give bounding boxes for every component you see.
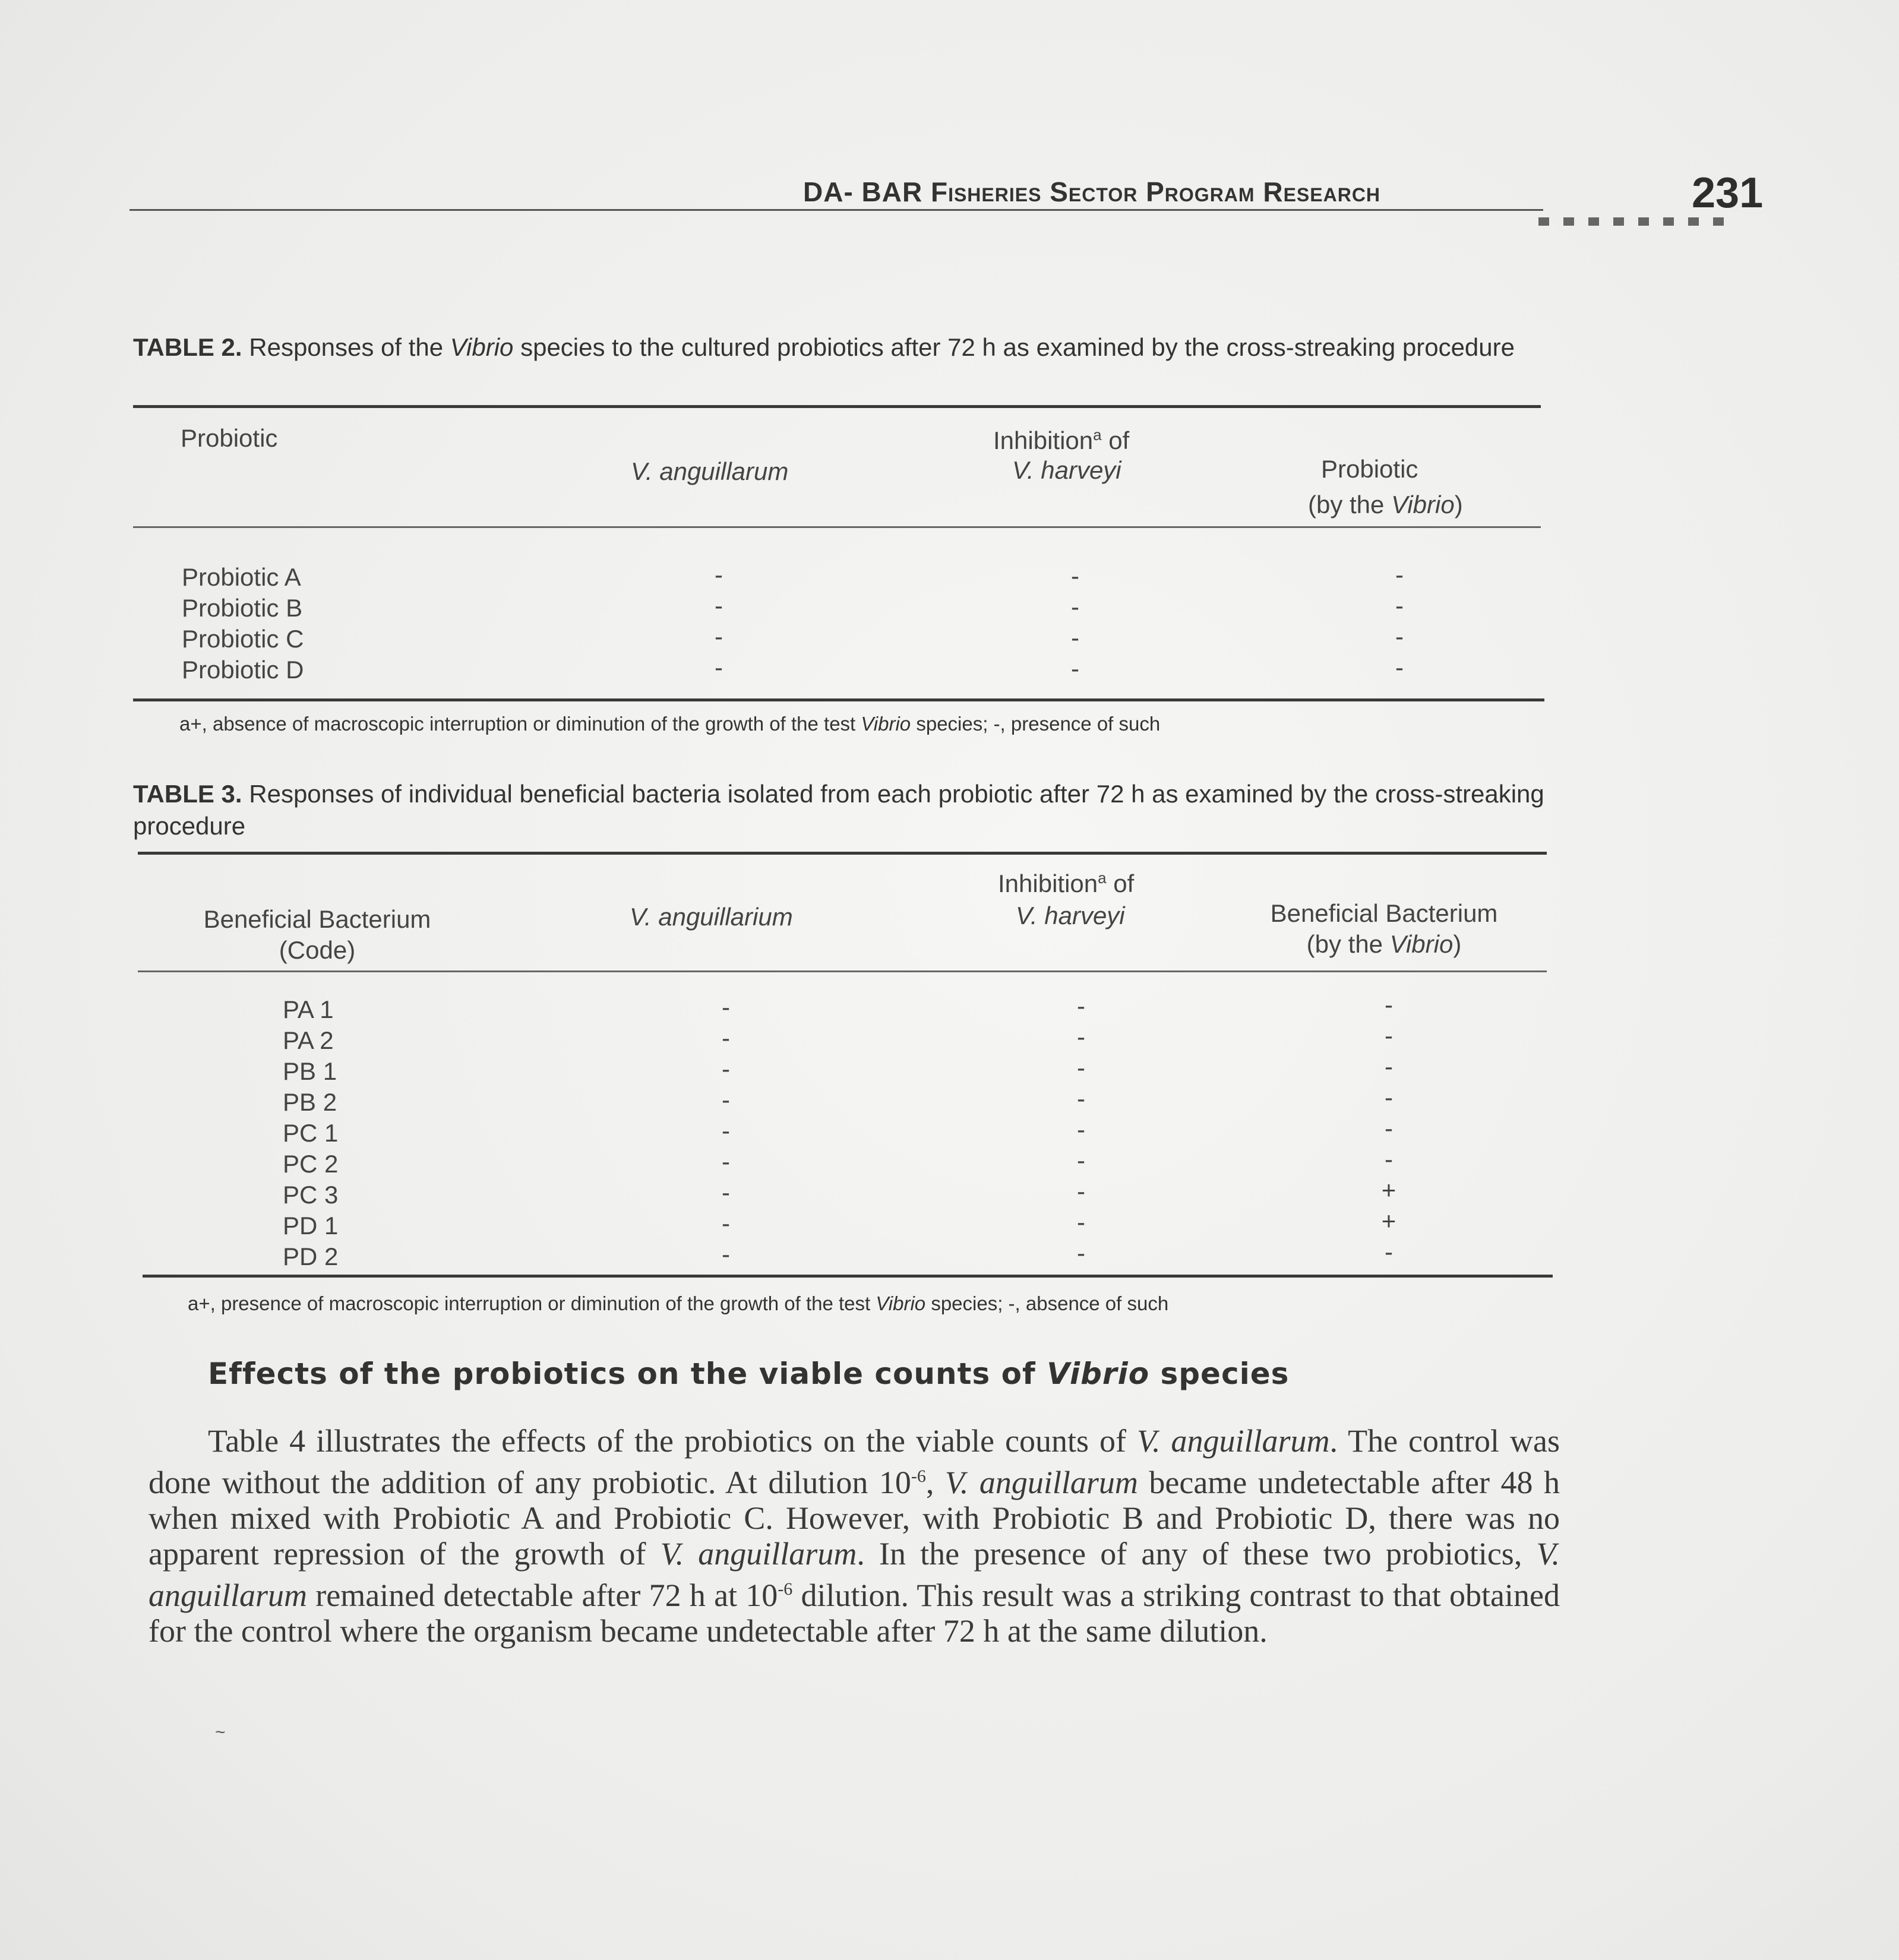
table2-row-by-vibrio: - — [1395, 592, 1404, 619]
table3-row-by-vibrio: + — [1381, 1176, 1396, 1204]
stray-mark: ~ — [215, 1722, 226, 1742]
table3-row-harveyi: - — [1077, 1085, 1085, 1112]
table3-row-anguillarium: - — [722, 1147, 730, 1175]
table2-row-anguillarum: - — [715, 622, 723, 650]
table2-row-by-vibrio: - — [1395, 653, 1404, 681]
table3-footnote: a+, presence of macroscopic interruption or diminution of the growth of the test Vibrio species; -, absence of such — [188, 1292, 1169, 1314]
table2-row-anguillarum: - — [715, 561, 723, 589]
table2-row-harveyi: - — [1071, 624, 1079, 652]
table2-top-rule — [133, 405, 1541, 408]
page-number: 231 — [1692, 169, 1764, 217]
table3-col-last: Beneficial Bacterium (by the Vibrio) — [1270, 899, 1498, 958]
table2-col-probiotic: Probiotic — [181, 424, 278, 452]
table3-row-harveyi: - — [1077, 1177, 1085, 1205]
table3-row-anguillarium: - — [722, 1024, 730, 1052]
table3-row-code: PB 2 — [283, 1088, 337, 1116]
running-head: DA- BAR Fisheries Sector Program Research — [803, 176, 1381, 207]
table3-row-code: PC 1 — [283, 1119, 339, 1147]
table2-footnote: a+, absence of macroscopic interruption or diminution of the growth of the test Vibrio species; -, presence of such — [179, 713, 1161, 735]
table3-row-harveyi: - — [1077, 1208, 1085, 1236]
table3-top-rule — [138, 852, 1547, 855]
table3-row-code: PA 1 — [283, 995, 334, 1023]
table3-row-code: PD 1 — [283, 1212, 339, 1240]
table2-row-probiotic: Probiotic C — [182, 625, 304, 653]
table2-row-harveyi: - — [1071, 593, 1079, 621]
table2-row-by-vibrio: - — [1395, 561, 1404, 589]
table3-row-harveyi: - — [1077, 1146, 1085, 1174]
table3-row-by-vibrio: - — [1385, 991, 1393, 1019]
table2-row-probiotic: Probiotic A — [182, 563, 301, 591]
header-dots — [1538, 217, 1724, 226]
table2-label: TABLE 2. — [133, 333, 242, 361]
table3-row-by-vibrio: - — [1385, 1114, 1393, 1142]
table3-header-rule — [138, 970, 1547, 972]
table2-bottom-rule — [133, 698, 1544, 701]
section-heading: Effects of the probiotics on the viable counts of Vibrio species — [208, 1357, 1290, 1391]
table3-row-harveyi: - — [1077, 992, 1085, 1020]
table3-row-code: PC 3 — [283, 1181, 339, 1209]
table3-row-by-vibrio: - — [1385, 1145, 1393, 1173]
table3-row-harveyi: - — [1077, 1023, 1085, 1051]
table3-row-by-vibrio: + — [1381, 1207, 1396, 1235]
table3-row-anguillarium: - — [722, 1178, 730, 1206]
table2-row-anguillarum: - — [715, 592, 723, 619]
table2-col-last-2: (by the Vibrio) — [1308, 491, 1463, 519]
table3-row-code: PA 2 — [283, 1026, 334, 1054]
table3-bottom-rule — [143, 1275, 1553, 1278]
table3-row-by-vibrio: - — [1385, 1022, 1393, 1049]
table2-col-anguillarum: V. anguillarum — [631, 457, 789, 485]
header-rule — [129, 209, 1543, 211]
table3-row-anguillarium: - — [722, 993, 730, 1021]
table3-label: TABLE 3. — [133, 780, 242, 808]
table3-row-anguillarium: - — [722, 1055, 730, 1083]
table3-row-code: PC 2 — [283, 1150, 339, 1178]
table2-col-harveyi: V. harveyi — [1012, 456, 1121, 484]
table2-row-harveyi: - — [1071, 562, 1079, 590]
table3-row-by-vibrio: - — [1385, 1083, 1393, 1111]
table3-row-anguillarium: - — [722, 1086, 730, 1114]
table2-col-last-1: Probiotic — [1321, 455, 1418, 483]
table3-row-anguillarium: - — [722, 1240, 730, 1268]
table3-col-anguillarium: V. anguillarium — [630, 903, 793, 931]
table3-row-harveyi: - — [1077, 1054, 1085, 1082]
table2-row-probiotic: Probiotic D — [182, 656, 304, 684]
table2-header-rule — [133, 526, 1541, 528]
table2-row-probiotic: Probiotic B — [182, 594, 303, 622]
body-paragraph: Table 4 illustrates the effects of the probiotics on the viable counts of V. anguillarum. The control was done without the addition of any probiotic. At dilution $10^{-6}$, V. anguillarum became undetectable after 48 h when mixed with Probiotic A and Probiotic C. However, with Probiotic B and Probiotic D, there was no apparent repression of the growth of V. anguillarum. In the presence of any of these two probiotics, V. anguillarum remained detectable after 72 h at $10^{-6}$ dilution. This result was a striking contrast to that obtained for the control where the organism became undetectable after 72 h at the same dilution. — [148, 1423, 1560, 1649]
table2-group-header: Inhibition$^a$ of — [993, 426, 1130, 454]
table2-row-anguillarum: - — [715, 653, 723, 681]
table3-row-harveyi: - — [1077, 1239, 1085, 1267]
table2-row-harveyi: - — [1071, 655, 1079, 682]
table3-row-harveyi: - — [1077, 1115, 1085, 1143]
table3-row-code: PB 1 — [283, 1057, 337, 1085]
table3-row-code: PD 2 — [283, 1243, 339, 1270]
table2-caption: TABLE 2. Responses of the Vibrio species to the cultured probiotics after 72 h as examined by the cross-streaking procedure — [133, 333, 1515, 361]
table3-row-by-vibrio: - — [1385, 1238, 1393, 1266]
table3-col-harveyi: V. harveyi — [1016, 902, 1125, 930]
table2-row-by-vibrio: - — [1395, 622, 1404, 650]
table3-row-anguillarium: - — [722, 1117, 730, 1145]
table3-caption: TABLE 3. Responses of individual beneficial bacteria isolated from each probiotic after 72 h as examined by the cross-streaking procedure — [133, 780, 1544, 840]
table3-row-by-vibrio: - — [1385, 1052, 1393, 1080]
table3-col-bacterium: Beneficial Bacterium (Code) — [203, 905, 431, 964]
table3-group-header: Inhibition$^a$ of — [998, 869, 1135, 897]
table3-row-anguillarium: - — [722, 1209, 730, 1237]
